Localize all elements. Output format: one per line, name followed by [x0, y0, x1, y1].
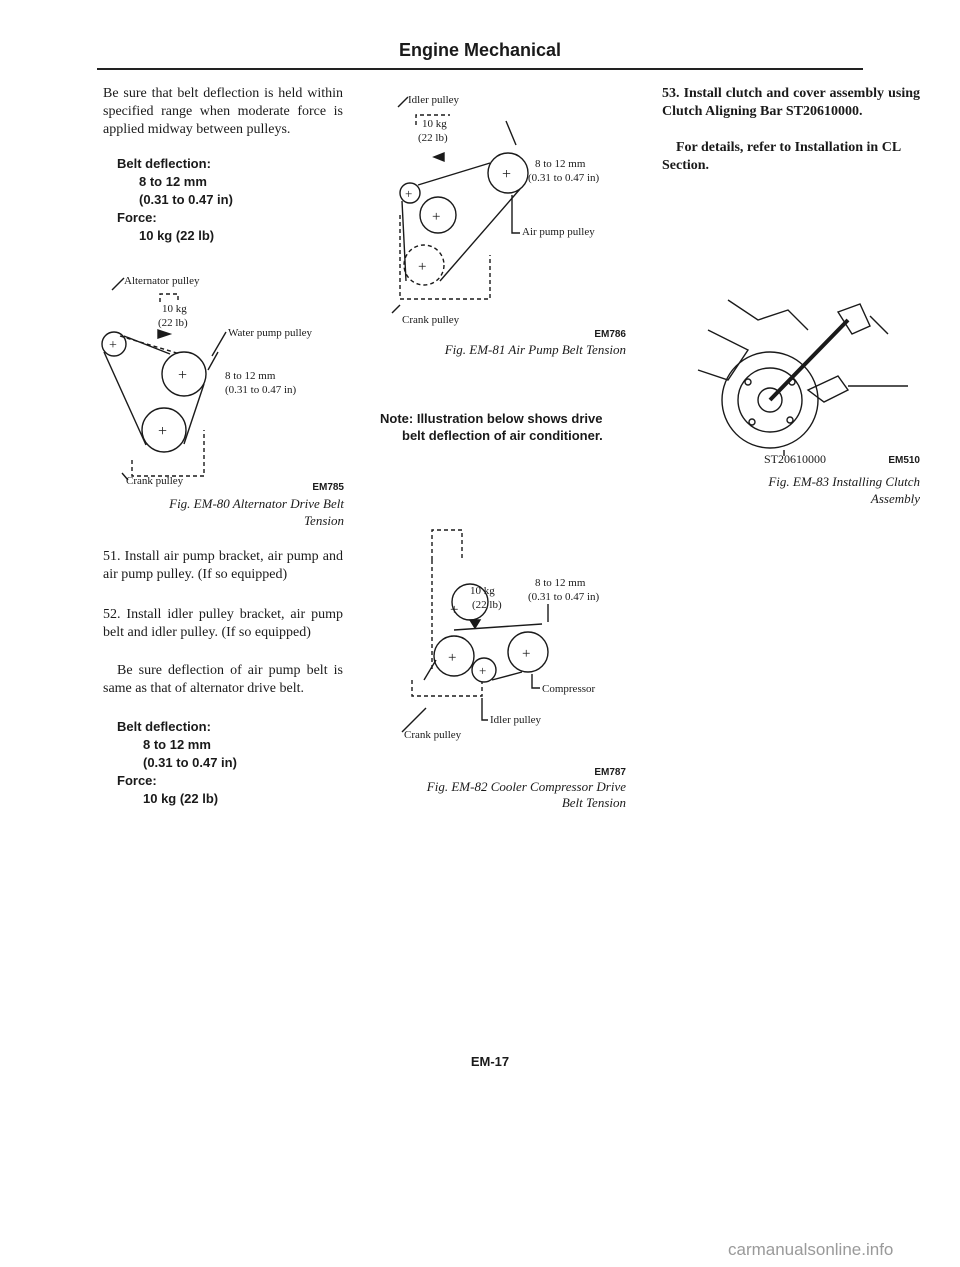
fig80-caption-2: Tension — [304, 513, 344, 528]
idler-leader — [398, 97, 408, 107]
bolt-4 — [787, 417, 793, 423]
spec-block-2 — [117, 718, 337, 808]
fig81-defl-leader — [506, 121, 516, 145]
fig82-belt-bottom — [492, 672, 522, 680]
crank-center: + — [158, 423, 168, 440]
fig81-crank-center: + — [418, 259, 427, 275]
fig82-top-center: + — [450, 602, 459, 618]
ap-center: + — [502, 166, 512, 183]
fig81-idler-label: Idler pulley — [408, 94, 460, 106]
fig80-defl-in: (0.31 to 0.47 in) — [225, 384, 297, 396]
fig82-force-arrow — [470, 620, 480, 628]
spec2-deflection-in: (0.31 to 0.47 in) — [143, 755, 237, 770]
fig82-caption-1: Fig. EM-82 Cooler Compressor Drive — [426, 779, 626, 794]
spec1-deflection-mm: 8 to 12 mm — [139, 174, 207, 189]
bolt-1 — [745, 379, 751, 385]
fig82-idler-label: Idler pulley — [490, 714, 542, 726]
note-line-1: Note: Illustration below shows drive — [380, 411, 603, 426]
step-52: 52. Install idler pulley bracket, air pump belt and idler pulley. (If so equipped) — [103, 607, 343, 640]
fig80-force-kg: 10 kg — [162, 303, 187, 315]
idler-center: + — [405, 186, 413, 201]
spec2-deflection-mm: 8 to 12 mm — [143, 737, 211, 752]
fig81-force-kg: 10 kg — [422, 118, 447, 130]
page-number: EM-17 — [470, 1054, 510, 1069]
fig82-compressor-label: Compressor — [542, 683, 596, 695]
step-51: 51. Install air pump bracket, air pump and air pump pulley. (If so equipped) — [103, 549, 343, 582]
fig81-defl-mm: 8 to 12 mm — [535, 158, 586, 170]
fig83-code: EM510 — [888, 455, 920, 466]
spec1-deflection-in: (0.31 to 0.47 in) — [139, 192, 233, 207]
aligning-bar — [770, 320, 848, 400]
note-line-2: belt deflection of air conditioner. — [402, 428, 603, 443]
ap-leader — [512, 195, 520, 233]
fig82-code: EM787 — [594, 767, 626, 778]
fig82-bracket-top — [432, 530, 462, 560]
fig82-belt-top — [454, 624, 542, 630]
fig80-crank-label: Crank pulley — [126, 475, 184, 487]
spec1-deflection-label: Belt deflection: — [117, 156, 211, 171]
watermark: carmanualsonline.info — [728, 1240, 894, 1259]
spec2-force-label: Force: — [117, 773, 157, 788]
fig80-force-lb: (22 lb) — [158, 317, 188, 329]
fig81-defl-in: (0.31 to 0.47 in) — [528, 172, 600, 184]
fig82-belt-left — [424, 660, 436, 680]
fig81-crank-leader — [392, 305, 400, 313]
bolt-3 — [749, 419, 755, 425]
fig82-crank-center: + — [448, 650, 457, 666]
comp-leader — [532, 674, 540, 688]
fig81-force-lb: (22 lb) — [418, 132, 448, 144]
fig80-alternator-label: Alternator pulley — [124, 275, 200, 287]
fig83-caption-1: Fig. EM-83 Installing Clutch — [768, 474, 920, 489]
fig81-code: EM786 — [594, 329, 626, 340]
alt-bracket — [160, 294, 178, 302]
fig-em83-illustration — [688, 290, 928, 470]
step-53: 53. Install clutch and cover assembly using Clutch Aligning Bar ST20610000. — [662, 86, 920, 119]
alt-center: + — [109, 338, 117, 353]
fig81-belt-top — [418, 163, 490, 185]
spec2-force-value: 10 kg (22 lb) — [143, 791, 219, 806]
fig80-caption-1: Fig. EM-80 Alternator Drive Belt — [169, 496, 344, 511]
fig80-defl-mm: 8 to 12 mm — [225, 370, 276, 382]
fig-em80-diagram — [100, 270, 350, 485]
fig82-defl-mm: 8 to 12 mm — [535, 577, 586, 589]
step-53-detail: For details, refer to Installation in CL Section. — [662, 140, 901, 173]
intro-paragraph: Be sure that belt deflection is held within specified range when moderate force is applied midway between pulleys. — [103, 86, 343, 137]
fig83-caption-2: Assembly — [870, 491, 920, 506]
belt-deflect — [120, 336, 180, 354]
fig82-crank-label: Crank pulley — [404, 729, 462, 741]
fig82-force-kg: 10 kg — [470, 585, 495, 597]
fig81-air-pump-label: Air pump pulley — [522, 226, 595, 238]
engine-block — [698, 330, 748, 380]
fig82-bracket-bottom — [412, 680, 482, 696]
fig80-water-pump-label: Water pump pulley — [228, 327, 313, 339]
fig-em81-diagram — [380, 85, 630, 325]
fig81-force-arrow — [434, 153, 444, 161]
spec1-force-value: 10 kg (22 lb) — [139, 228, 215, 243]
fig82-defl-in: (0.31 to 0.47 in) — [528, 591, 600, 603]
fig-em82-diagram — [392, 520, 632, 740]
spec1-force-label: Force: — [117, 210, 157, 225]
fig81-bracket — [400, 215, 490, 299]
header-rule — [97, 68, 863, 70]
fig80-code: EM785 — [312, 482, 344, 493]
upper-arm — [870, 316, 888, 334]
idler-leader-82 — [482, 698, 488, 720]
mid-center: + — [432, 209, 441, 225]
upper-hand — [838, 304, 870, 334]
belt-top — [124, 336, 170, 354]
wp-center: + — [178, 367, 188, 384]
spec-block-1 — [117, 155, 337, 245]
fig82-idler-center: + — [479, 663, 487, 678]
spec2-deflection-label: Belt deflection: — [117, 719, 211, 734]
alt-leader — [112, 278, 124, 290]
fig82-force-lb: (22 lb) — [472, 599, 502, 611]
page-header-title: Engine Mechanical — [398, 40, 562, 60]
fig82-caption-2: Belt Tension — [561, 795, 626, 810]
force-arrow — [158, 330, 170, 338]
engine-outline — [728, 300, 808, 330]
fig83-tool-label: ST20610000 — [764, 452, 827, 466]
fig81-crank-label: Crank pulley — [402, 314, 460, 326]
wp-leader — [212, 332, 226, 356]
comp-center: + — [522, 646, 531, 662]
step-52-note: Be sure deflection of air pump belt is same as that of alternator drive belt. — [103, 663, 343, 696]
note-block — [380, 410, 640, 444]
fig81-caption: Fig. EM-81 Air Pump Belt Tension — [444, 342, 626, 357]
belt-left — [104, 352, 146, 445]
